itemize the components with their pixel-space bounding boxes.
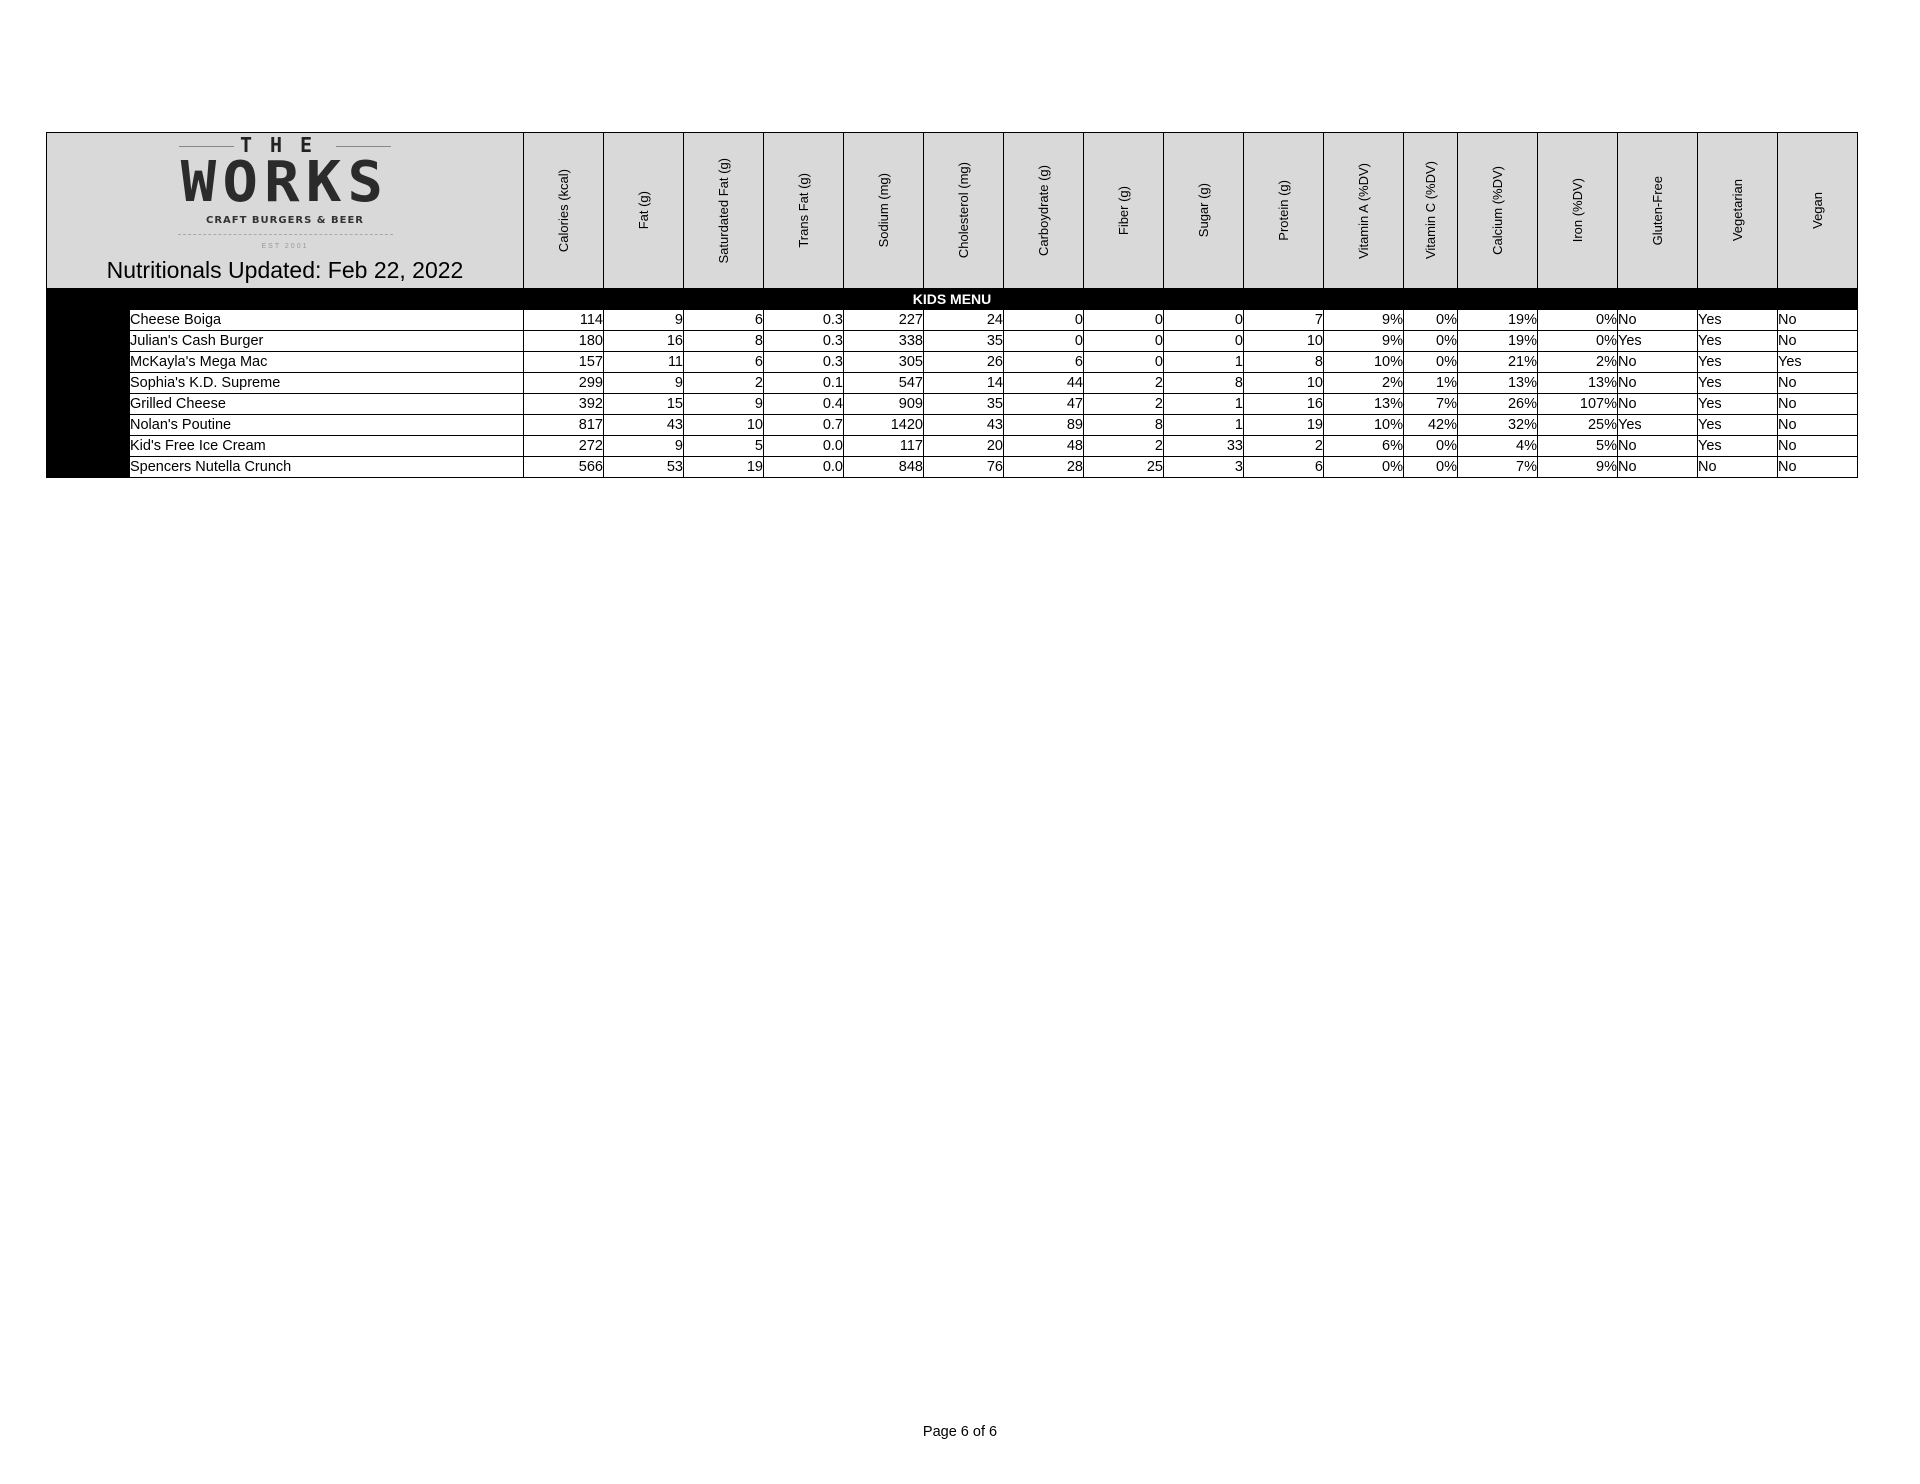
table-cell: 16 [604,331,684,352]
column-header [1004,133,1084,289]
table-cell: 0 [1084,352,1164,373]
table-cell: 0.0 [764,436,844,457]
column-header [1084,133,1164,289]
column-header [1458,133,1538,289]
table-cell: 9 [604,310,684,331]
logo-works: WORKS [180,150,390,215]
table-cell: 909 [844,394,924,415]
table-cell: 9 [604,373,684,394]
table-cell: 0.3 [764,352,844,373]
item-name: McKayla's Mega Mac [130,352,524,373]
table-row [47,415,1858,436]
column-header [604,133,684,289]
table-cell: No [1778,310,1858,331]
column-header-label: Trans Fat (g) [795,173,811,248]
table-cell: 1% [1404,373,1458,394]
table-cell: 338 [844,331,924,352]
logo-divider [178,234,393,235]
table-cell: 2% [1538,352,1618,373]
table-cell: 10 [684,415,764,436]
table-cell: 44 [1004,373,1084,394]
table-cell: 0.1 [764,373,844,394]
table-cell: 24 [924,310,1004,331]
item-name: Sophia's K.D. Supreme [130,373,524,394]
table-cell: 20 [924,436,1004,457]
table-row [47,457,1858,478]
table-cell: 8 [684,331,764,352]
table-cell: 89 [1004,415,1084,436]
column-header [1164,133,1244,289]
table-cell: No [1618,457,1698,478]
table-cell: 19 [684,457,764,478]
table-cell: 0.0 [764,457,844,478]
table-cell: 1420 [844,415,924,436]
table-cell: 305 [844,352,924,373]
table-cell: 26 [924,352,1004,373]
column-header [1324,133,1404,289]
column-header [1244,133,1324,289]
table-cell: 43 [924,415,1004,436]
column-header [924,133,1004,289]
table-cell: 8 [1244,352,1324,373]
column-header-label: Carboydrate (g) [1035,164,1051,257]
table-cell: 547 [844,373,924,394]
column-header-label: Cholesterol (mg) [955,162,971,259]
table-cell: 42% [1404,415,1458,436]
logo-cell [47,133,524,289]
column-header-label: Vegan [1809,192,1825,229]
table-cell: No [1618,394,1698,415]
table-cell: 5 [684,436,764,457]
updated-date: Nutritionals Updated: Feb 22, 2022 [106,257,464,283]
table-cell: 2 [1084,394,1164,415]
section-row [47,289,1858,310]
table-cell: 25 [1084,457,1164,478]
table-cell: 392 [524,394,604,415]
table-cell: Yes [1778,352,1858,373]
table-cell: 227 [844,310,924,331]
column-header-label: Calcium (%DV) [1489,166,1505,255]
column-header [1778,133,1858,289]
page-footer: Page 6 of 6 [922,1424,998,1440]
column-header [1698,133,1778,289]
table-cell: 10 [1244,373,1324,394]
table-cell: 0% [1404,310,1458,331]
table-cell: 6 [1004,352,1084,373]
column-header-label: Vitamin A (%DV) [1355,162,1371,259]
table-cell: 11 [604,352,684,373]
table-cell: Yes [1618,331,1698,352]
column-header-label: Vitamin C (%DV) [1422,161,1438,260]
table-cell: No [1698,457,1778,478]
row-side-band [47,436,130,457]
table-cell: 13% [1538,373,1618,394]
table-cell: Yes [1698,352,1778,373]
table-cell: 0 [1164,331,1244,352]
table-cell: 0% [1404,457,1458,478]
table-cell: 10 [1244,331,1324,352]
table-cell: 0% [1324,457,1404,478]
column-header-label: Calories (kcal) [555,168,571,253]
table-cell: 8 [1084,415,1164,436]
table-cell: No [1778,457,1858,478]
logo-tagline: CRAFT BURGERS & BEER [206,215,364,226]
column-header-label: Fiber (g) [1115,185,1131,236]
table-cell: No [1778,436,1858,457]
table-cell: 0% [1538,331,1618,352]
table-cell: 21% [1458,352,1538,373]
table-cell: 0% [1404,436,1458,457]
table-cell: Yes [1698,415,1778,436]
table-cell: 35 [924,331,1004,352]
table-cell: 0 [1084,331,1164,352]
table-cell: No [1778,415,1858,436]
table-cell: 2 [1244,436,1324,457]
section-title: KIDS MENU [47,289,1858,310]
table-cell: No [1618,436,1698,457]
table-cell: 848 [844,457,924,478]
column-header [524,133,604,289]
table-cell: 0% [1404,352,1458,373]
table-cell: 26% [1458,394,1538,415]
table-row [47,436,1858,457]
table-cell: 13% [1458,373,1538,394]
column-header-label: Fat (g) [635,191,651,230]
table-cell: 3 [1164,457,1244,478]
column-header [1618,133,1698,289]
table-cell: 0% [1404,331,1458,352]
item-name: Spencers Nutella Crunch [130,457,524,478]
table-row [47,373,1858,394]
table-cell: 7 [1244,310,1324,331]
table-cell: 47 [1004,394,1084,415]
table-row [47,310,1858,331]
table-cell: 48 [1004,436,1084,457]
table-cell: 53 [604,457,684,478]
table-cell: 19% [1458,331,1538,352]
table-cell: 0.7 [764,415,844,436]
table-cell: 6% [1324,436,1404,457]
column-header [1538,133,1618,289]
table-cell: 0.4 [764,394,844,415]
table-cell: Yes [1698,394,1778,415]
table-cell: 19% [1458,310,1538,331]
table-cell: No [1618,373,1698,394]
column-header [764,133,844,289]
table-cell: 14 [924,373,1004,394]
table-cell: 1 [1164,394,1244,415]
table-cell: Yes [1698,331,1778,352]
works-logo [47,135,523,250]
table-cell: 180 [524,331,604,352]
table-cell: 1 [1164,352,1244,373]
table-cell: 272 [524,436,604,457]
table-cell: 817 [524,415,604,436]
table-cell: 76 [924,457,1004,478]
column-header-label: Sodium (mg) [875,173,891,248]
column-header [684,133,764,289]
table-cell: 7% [1404,394,1458,415]
column-header [844,133,924,289]
table-cell: 299 [524,373,604,394]
column-header-label: Iron (%DV) [1569,178,1585,243]
table-cell: 9% [1324,310,1404,331]
table-cell: Yes [1618,415,1698,436]
table-cell: 32% [1458,415,1538,436]
table-cell: 0.3 [764,331,844,352]
row-side-band [47,457,130,478]
table-cell: No [1778,331,1858,352]
item-name: Grilled Cheese [130,394,524,415]
column-header-label: Protein (g) [1275,180,1291,241]
row-side-band [47,394,130,415]
table-cell: 10% [1324,415,1404,436]
table-cell: 5% [1538,436,1618,457]
column-header [1404,133,1458,289]
logo-the: THE [47,135,523,155]
table-cell: 117 [844,436,924,457]
column-header-label: Saturdated Fat (g) [715,157,731,264]
table-cell: 13% [1324,394,1404,415]
table-cell: 2 [1084,436,1164,457]
logo-est: EST 2001 [261,243,309,250]
table-cell: 0 [1164,310,1244,331]
table-cell: 6 [684,310,764,331]
table-cell: 9 [604,436,684,457]
table-cell: Yes [1698,373,1778,394]
table-cell: 2 [1084,373,1164,394]
table-cell: 35 [924,394,1004,415]
table-cell: No [1778,394,1858,415]
table-cell: 0 [1084,310,1164,331]
nutrition-table [46,132,1858,478]
row-side-band [47,310,130,331]
table-cell: 2% [1324,373,1404,394]
table-cell: 2 [684,373,764,394]
table-cell: 4% [1458,436,1538,457]
item-name: Nolan's Poutine [130,415,524,436]
item-name: Kid's Free Ice Cream [130,436,524,457]
column-header-label: Vegetarian [1729,179,1745,242]
table-cell: 6 [684,352,764,373]
row-side-band [47,415,130,436]
table-cell: No [1618,352,1698,373]
table-cell: 25% [1538,415,1618,436]
table-cell: 10% [1324,352,1404,373]
table-cell: 9% [1538,457,1618,478]
table-cell: 0 [1004,331,1084,352]
item-name: Julian's Cash Burger [130,331,524,352]
table-cell: 8 [1164,373,1244,394]
table-row [47,352,1858,373]
item-name: Cheese Boiga [130,310,524,331]
table-cell: 0% [1538,310,1618,331]
table-cell: No [1618,310,1698,331]
table-cell: 15 [604,394,684,415]
header-row [47,133,1858,289]
table-cell: 7% [1458,457,1538,478]
table-cell: 9 [684,394,764,415]
nutrition-sheet [46,132,1853,478]
table-cell: No [1778,373,1858,394]
table-cell: 566 [524,457,604,478]
table-cell: 0.3 [764,310,844,331]
table-cell: 0 [1004,310,1084,331]
table-cell: 107% [1538,394,1618,415]
table-cell: 43 [604,415,684,436]
row-side-band [47,352,130,373]
table-cell: Yes [1698,310,1778,331]
table-cell: 1 [1164,415,1244,436]
table-cell: 33 [1164,436,1244,457]
column-header-label: Sugar (g) [1195,183,1211,238]
row-side-band [47,331,130,352]
table-cell: 114 [524,310,604,331]
table-cell: 9% [1324,331,1404,352]
table-cell: 6 [1244,457,1324,478]
table-row [47,394,1858,415]
table-row [47,331,1858,352]
table-cell: Yes [1698,436,1778,457]
column-header-label: Gluten-Free [1649,175,1665,246]
table-cell: 19 [1244,415,1324,436]
row-side-band [47,373,130,394]
table-cell: 16 [1244,394,1324,415]
table-cell: 157 [524,352,604,373]
table-cell: 28 [1004,457,1084,478]
